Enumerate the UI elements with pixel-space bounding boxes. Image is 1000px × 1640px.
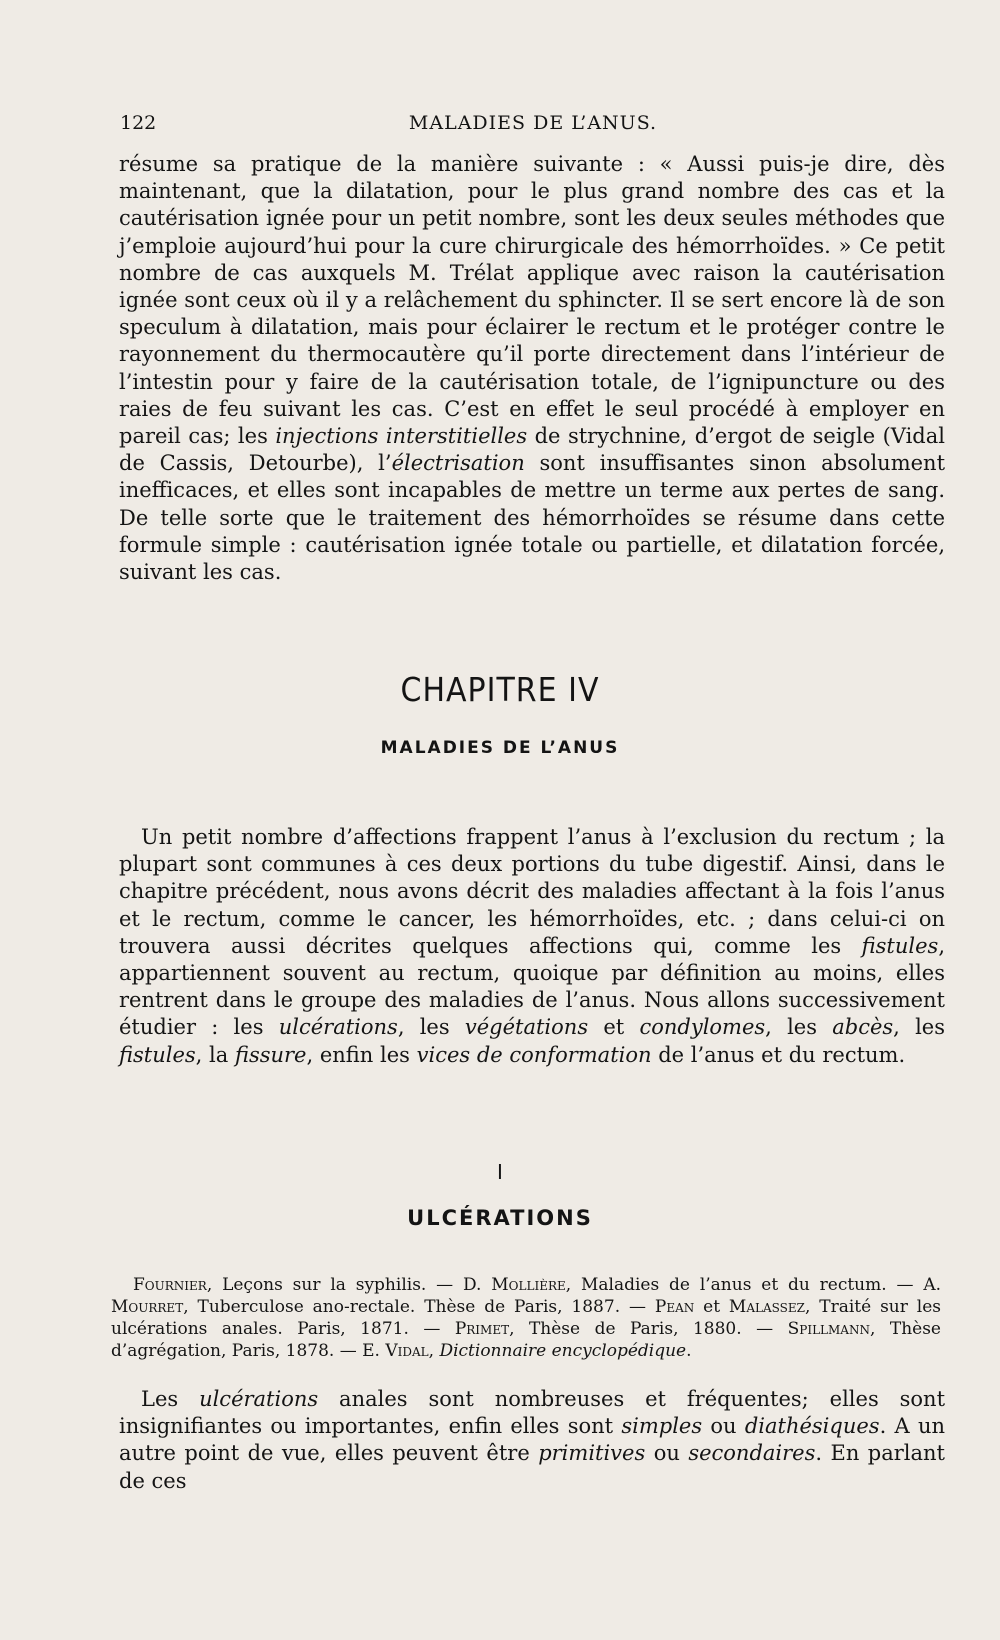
text-run: , les (893, 1015, 945, 1040)
intro-paragraph (119, 151, 945, 586)
italic-run: injections interstitielles (275, 424, 528, 449)
chapter-title: CHAPITRE IV (400, 671, 600, 710)
text-run: , Thèse de Paris, 1880. — (509, 1319, 788, 1339)
text-run: , Tuberculose ano-rectale. Thèse de Paris, 1887. — (183, 1297, 655, 1317)
text-run: , Thèse d’agrégation, Paris, 1878. — E. (111, 1319, 941, 1361)
italic-run: ulcérations (199, 1387, 319, 1411)
text-run: , (428, 1341, 440, 1361)
text-run: , Leçons sur la syphilis. — D. (206, 1275, 492, 1295)
text-run: de l’anus et du rectum. (651, 1042, 906, 1067)
italic-run: primitives (538, 1441, 646, 1466)
italic-run: fissure (234, 1042, 307, 1067)
italic-run: fistules (119, 1042, 196, 1067)
italic-run: Dictionnaire encyclopédique (439, 1341, 687, 1361)
italic-run: diathésiques (744, 1414, 880, 1439)
section-title: ULCÉRATIONS (407, 1206, 593, 1230)
author-name: Spillmann (787, 1319, 870, 1339)
text-run: , la (195, 1042, 235, 1067)
italic-run: végétations (464, 1015, 589, 1040)
text-run: sont insuffisantes sinon absolument inefficaces, et elles sont incapables de mettre un terme aux pertes de sang. De telle sorte que le traitement des hémorrhoïdes se résume dans cette formule simple : cautérisation ignée totale ou partielle, et dilatation forcée, suivant les cas. (119, 451, 946, 585)
author-name: Vidal (385, 1341, 429, 1361)
running-title: MALADIES DE L’ANUS. (408, 112, 658, 134)
text-run: , les (397, 1015, 465, 1040)
italic-run: condylomes (639, 1015, 766, 1040)
text-run: et (694, 1297, 729, 1317)
chapter-paragraph (119, 824, 945, 1069)
chapter-subtitle: MALADIES DE L’ANUS (380, 738, 620, 758)
author-name: Primet (454, 1319, 510, 1339)
author-name: Mourret (111, 1297, 184, 1317)
author-name: Malassez (728, 1297, 805, 1317)
page-header (120, 112, 946, 138)
author-name: Mollière (491, 1275, 566, 1295)
text-run: , Traité sur les ulcérations anales. Paris, 1871. — (111, 1297, 941, 1339)
text-run: , Maladies de l’anus et du rectum. — A. (565, 1275, 942, 1295)
text-run: de strychnine, d’ergot de seigle (Vidal de Cassis, Detourbe), l’ (119, 424, 945, 476)
text-run: . En parlant de ces (119, 1441, 945, 1493)
italic-run: simples (621, 1414, 703, 1439)
italic-run: abcès (832, 1015, 894, 1040)
author-name: Fournier (133, 1275, 207, 1295)
text-run: ou (645, 1441, 689, 1466)
text-run: et (588, 1015, 640, 1040)
bibliography (111, 1274, 941, 1362)
text-run: . A un autre point de vue, elles peuvent être (119, 1414, 945, 1466)
text-run: , les (765, 1015, 833, 1040)
page-number: 122 (120, 112, 157, 134)
text-run: anales sont nombreuses et fréquentes; elles sont insignifiantes ou importantes, enfin elles sont (119, 1387, 946, 1439)
italic-run: fistules (861, 933, 939, 958)
text-run: résume sa pratique de la manière suivante : « Aussi puis-je dire, dès maintenant, que la dilatation, pour le plus grand nombre des cas et la cautérisation ignée pour un petit nombre, sont les deux seules méthodes que j’emploie aujourd’hui pour la cure chirurgicale des hémorrhoïdes. » Ce petit nombre de cas auxquels M. Trélat applique avec raison la cautérisation ignée sont ceux où il y a relâchement du sphincter. Il se sert encore là de son speculum à dilatation, mais pour éclairer le rectum et le protéger contre le rayonnement du thermocautère qu’il porte directement dans l’intérieur de l’intestin pour y faire de la cautérisation totale, de l’ignipuncture ou des raies de feu suivant les cas. C’est en effet le seul procédé à employer en pareil cas; les (119, 152, 945, 449)
text-run: , enfin les (306, 1042, 417, 1067)
text-run: Les (141, 1387, 200, 1411)
text-run: . (686, 1341, 692, 1361)
text-run: Un petit nombre d’affections frappent l’anus à l’exclusion du rectum ; la plupart sont communes à ces deux portions du tube digestif. Ainsi, dans le chapitre précédent, nous avons décrit des maladies affectant à la fois l’anus et le rectum, comme le cancer, les hémorrhoïdes, etc. ; dans celui-ci on trouvera aussi décrites quelques affections qui, comme les (119, 825, 945, 958)
italic-run: ulcérations (278, 1015, 398, 1040)
section-paragraph (119, 1386, 945, 1495)
italic-run: secondaires (688, 1441, 816, 1466)
italic-run: vices de conformation (416, 1042, 652, 1067)
author-name: Pean (654, 1297, 695, 1317)
section-number: I (497, 1160, 503, 1184)
text-run: ou (702, 1414, 745, 1439)
text-run: , appartiennent souvent au rectum, quoique par définition au moins, elles rentrent dans le groupe des maladies de l’anus. Nous allons successivement étudier : les (119, 933, 945, 1040)
italic-run: électrisation (391, 451, 525, 476)
